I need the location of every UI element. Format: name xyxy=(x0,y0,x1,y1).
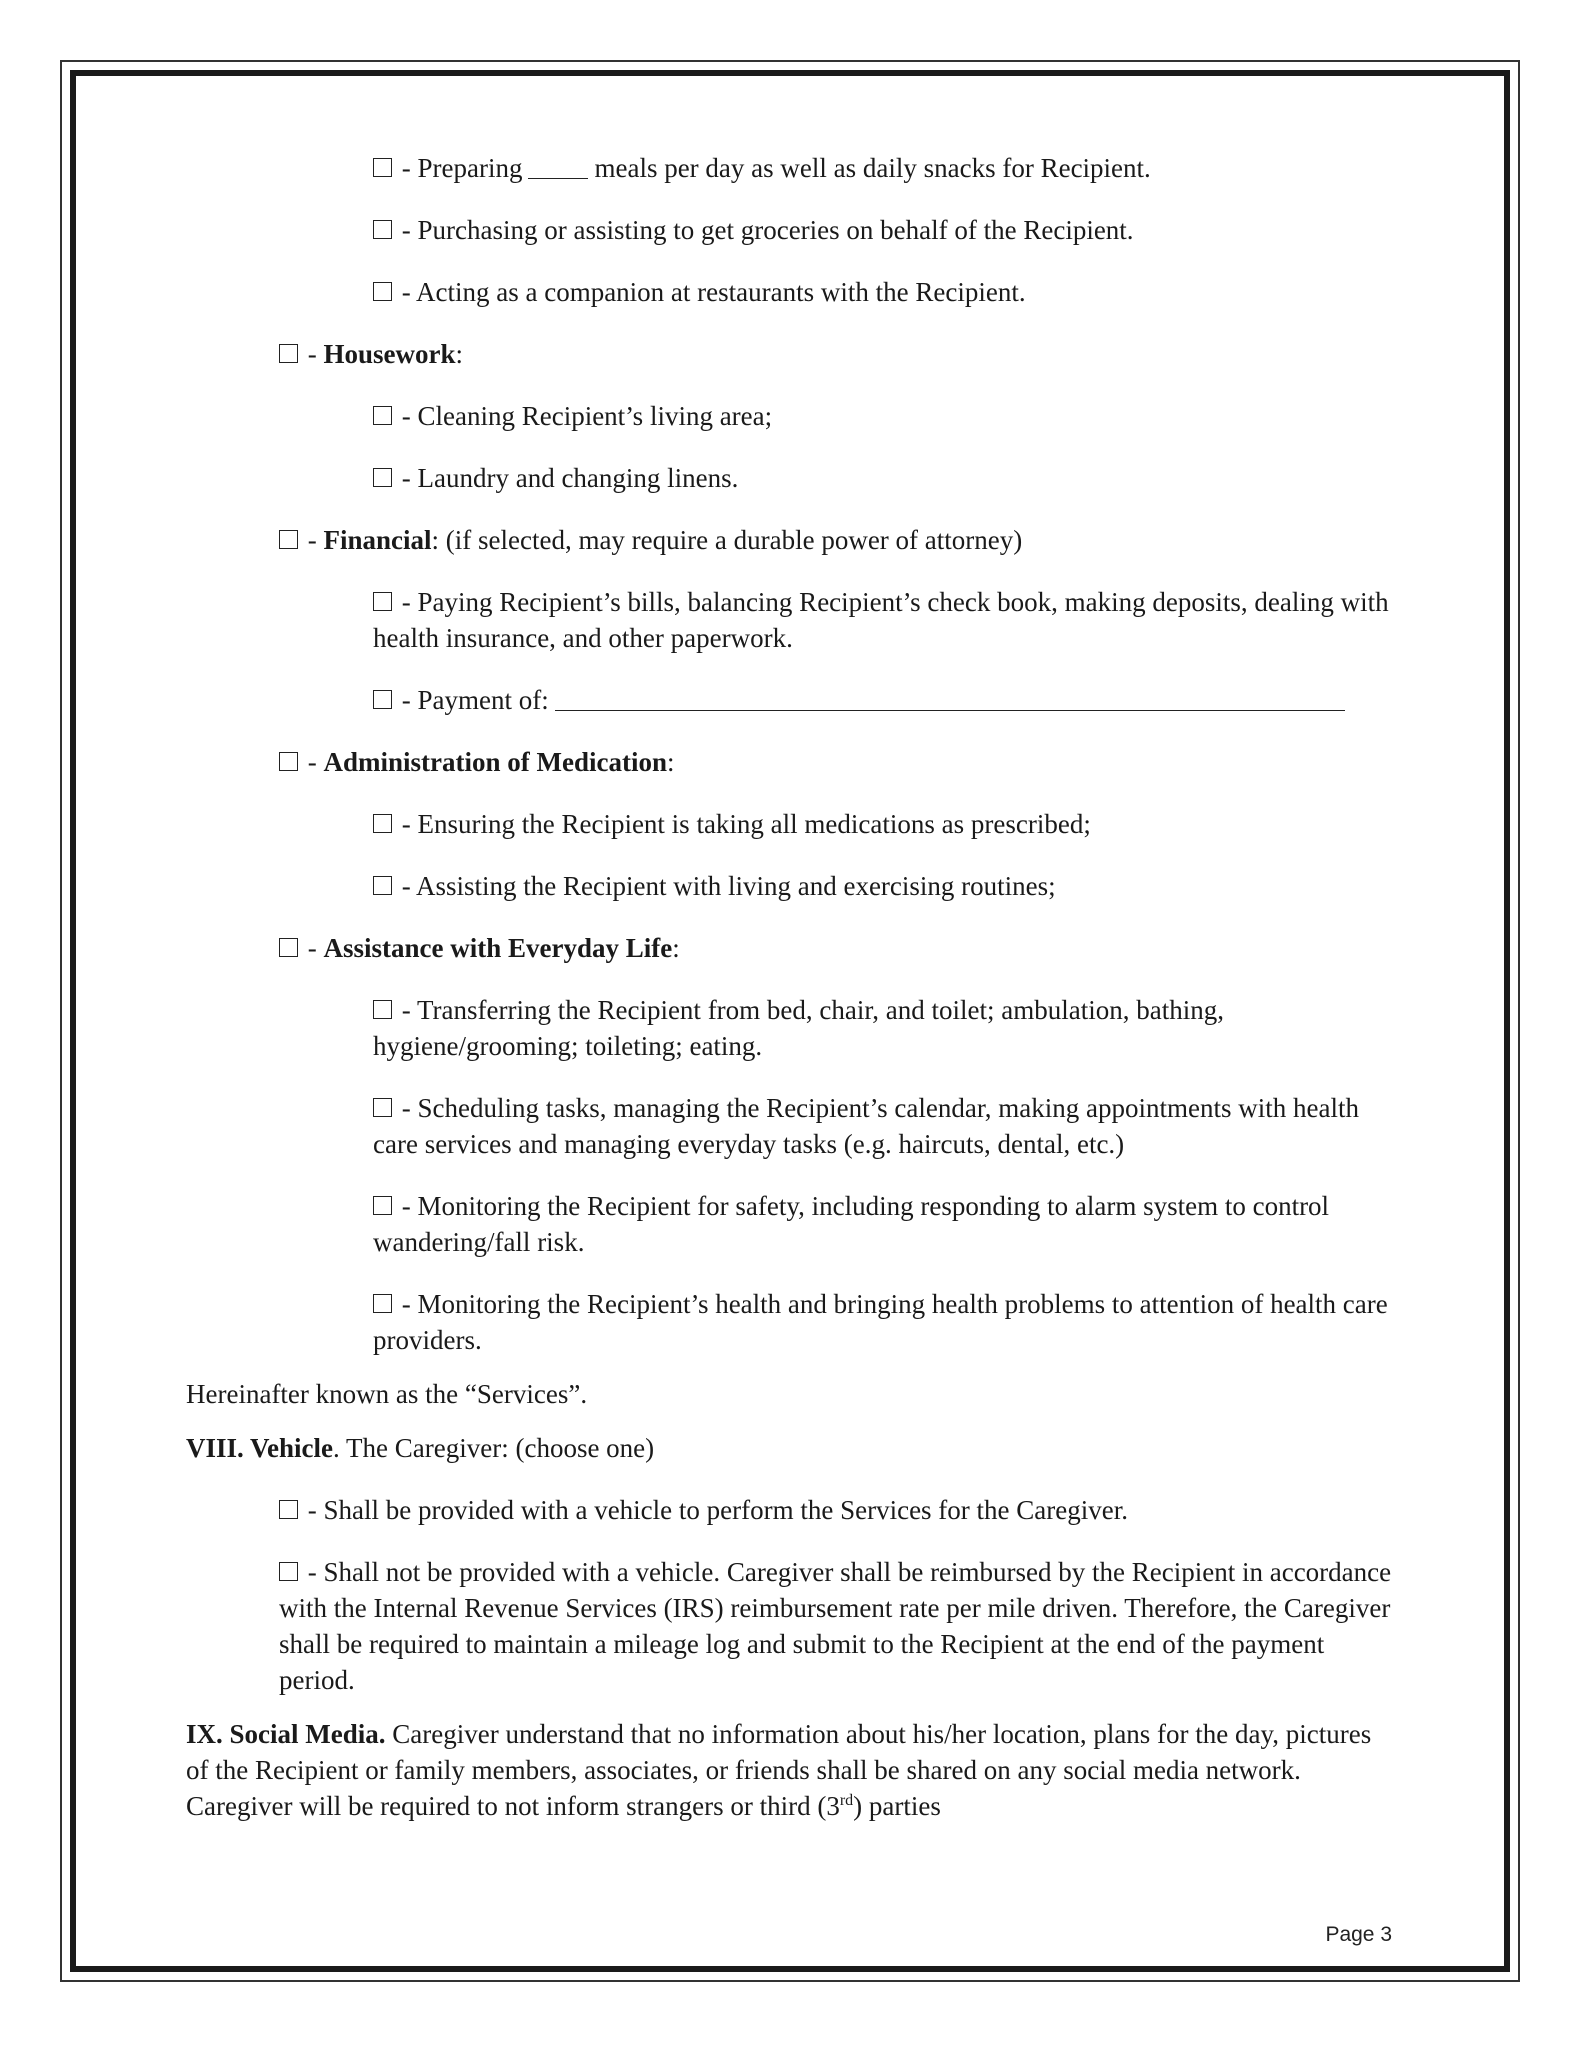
checkbox[interactable] xyxy=(279,530,298,549)
checkbox-item-payment-of: - Payment of: xyxy=(373,682,1400,718)
checkbox-item-vehicle-not-provided: - Shall not be provided with a vehicle. Caregiver shall be reimbursed by the Recipient in accordance with the Internal Revenue Services (IRS) reimbursement rate per mile driven. Therefore, the Caregiver shall be required to maintain a mileage log and submit to the Recipient at the end of the payment period. xyxy=(279,1557,1392,1695)
checkbox-item-paying-bills: - Paying Recipient’s bills, balancing Recipient’s check book, making deposits, dealing with health insurance, and other paperwork. xyxy=(373,587,1389,653)
checkbox[interactable] xyxy=(373,158,392,177)
services-definition: Hereinafter known as the “Services”. xyxy=(186,1379,588,1409)
checkbox[interactable] xyxy=(373,1294,392,1313)
checkbox[interactable] xyxy=(373,690,392,709)
checkbox-item-vehicle-provided: - Shall be provided with a vehicle to perform the Services for the Caregiver. xyxy=(279,1492,1400,1528)
checkbox[interactable] xyxy=(373,1000,392,1019)
checkbox-section-housework: - Housework: xyxy=(279,336,1400,372)
checkbox-item-companion: - Acting as a companion at restaurants with the Recipient. xyxy=(373,274,1400,310)
checkbox[interactable] xyxy=(373,814,392,833)
checkbox[interactable] xyxy=(373,282,392,301)
checkbox-item-ensuring: - Ensuring the Recipient is taking all medications as prescribed; xyxy=(373,806,1400,842)
checkbox-item-transferring: - Transferring the Recipient from bed, chair, and toilet; ambulation, bathing, hygiene/grooming; toileting; eating. xyxy=(373,995,1224,1061)
checkbox-item-routines: - Assisting the Recipient with living and exercising routines; xyxy=(373,868,1400,904)
checkbox-item-cleaning: - Cleaning Recipient’s living area; xyxy=(373,398,1400,434)
document-body xyxy=(186,150,1400,1850)
checkbox[interactable] xyxy=(279,1562,298,1581)
checkbox-section-everyday: - Assistance with Everyday Life: xyxy=(279,930,1400,966)
checkbox-item-monitoring-health: - Monitoring the Recipient’s health and bringing health problems to attention of health care providers. xyxy=(373,1289,1388,1355)
checkbox-section-medication: - Administration of Medication: xyxy=(279,744,1400,780)
section-title: Financial xyxy=(323,525,432,555)
section-vehicle: VIII. Vehicle. The Caregiver: (choose one) xyxy=(186,1433,655,1463)
checkbox[interactable] xyxy=(279,1500,298,1519)
checkbox[interactable] xyxy=(279,344,298,363)
checkbox[interactable] xyxy=(279,938,298,957)
checkbox-item-laundry: - Laundry and changing linens. xyxy=(373,460,1400,496)
section-title: Assistance with Everyday Life xyxy=(323,933,673,963)
payment-of-blank[interactable] xyxy=(555,686,1345,711)
section-heading: IX. Social Media. xyxy=(186,1719,386,1749)
checkbox-item-monitoring-safety: - Monitoring the Recipient for safety, including responding to alarm system to control wandering/fall risk. xyxy=(373,1191,1330,1257)
section-title: Administration of Medication xyxy=(323,747,667,777)
checkbox[interactable] xyxy=(373,1196,392,1215)
page-number: Page 3 xyxy=(1325,1923,1392,1946)
checkbox[interactable] xyxy=(373,592,392,611)
checkbox[interactable] xyxy=(373,876,392,895)
meals-count-blank[interactable] xyxy=(528,154,588,179)
checkbox[interactable] xyxy=(373,406,392,425)
checkbox-item-scheduling: - Scheduling tasks, managing the Recipient’s calendar, making appointments with health care services and managing everyday tasks (e.g. haircuts, dental, etc.) xyxy=(373,1093,1359,1159)
checkbox-section-financial: - Financial: (if selected, may require a durable power of attorney) xyxy=(279,522,1400,558)
section-title: Housework xyxy=(323,339,456,369)
checkbox[interactable] xyxy=(373,468,392,487)
checkbox-item-groceries: - Purchasing or assisting to get groceries on behalf of the Recipient. xyxy=(373,212,1400,248)
checkbox[interactable] xyxy=(373,220,392,239)
section-heading: VIII. Vehicle xyxy=(186,1433,334,1463)
section-social-media: IX. Social Media. Caregiver understand that no information about his/her location, plans for the day, pictures of the Recipient or family members, associates, or friends shall be shared on any social media network. Caregiver will be required to not inform strangers or third (3rd) parties xyxy=(186,1719,1372,1821)
checkbox[interactable] xyxy=(373,1098,392,1117)
checkbox-item-meals: - Preparing meals per day as well as daily snacks for Recipient. xyxy=(373,150,1400,186)
checkbox[interactable] xyxy=(279,752,298,771)
